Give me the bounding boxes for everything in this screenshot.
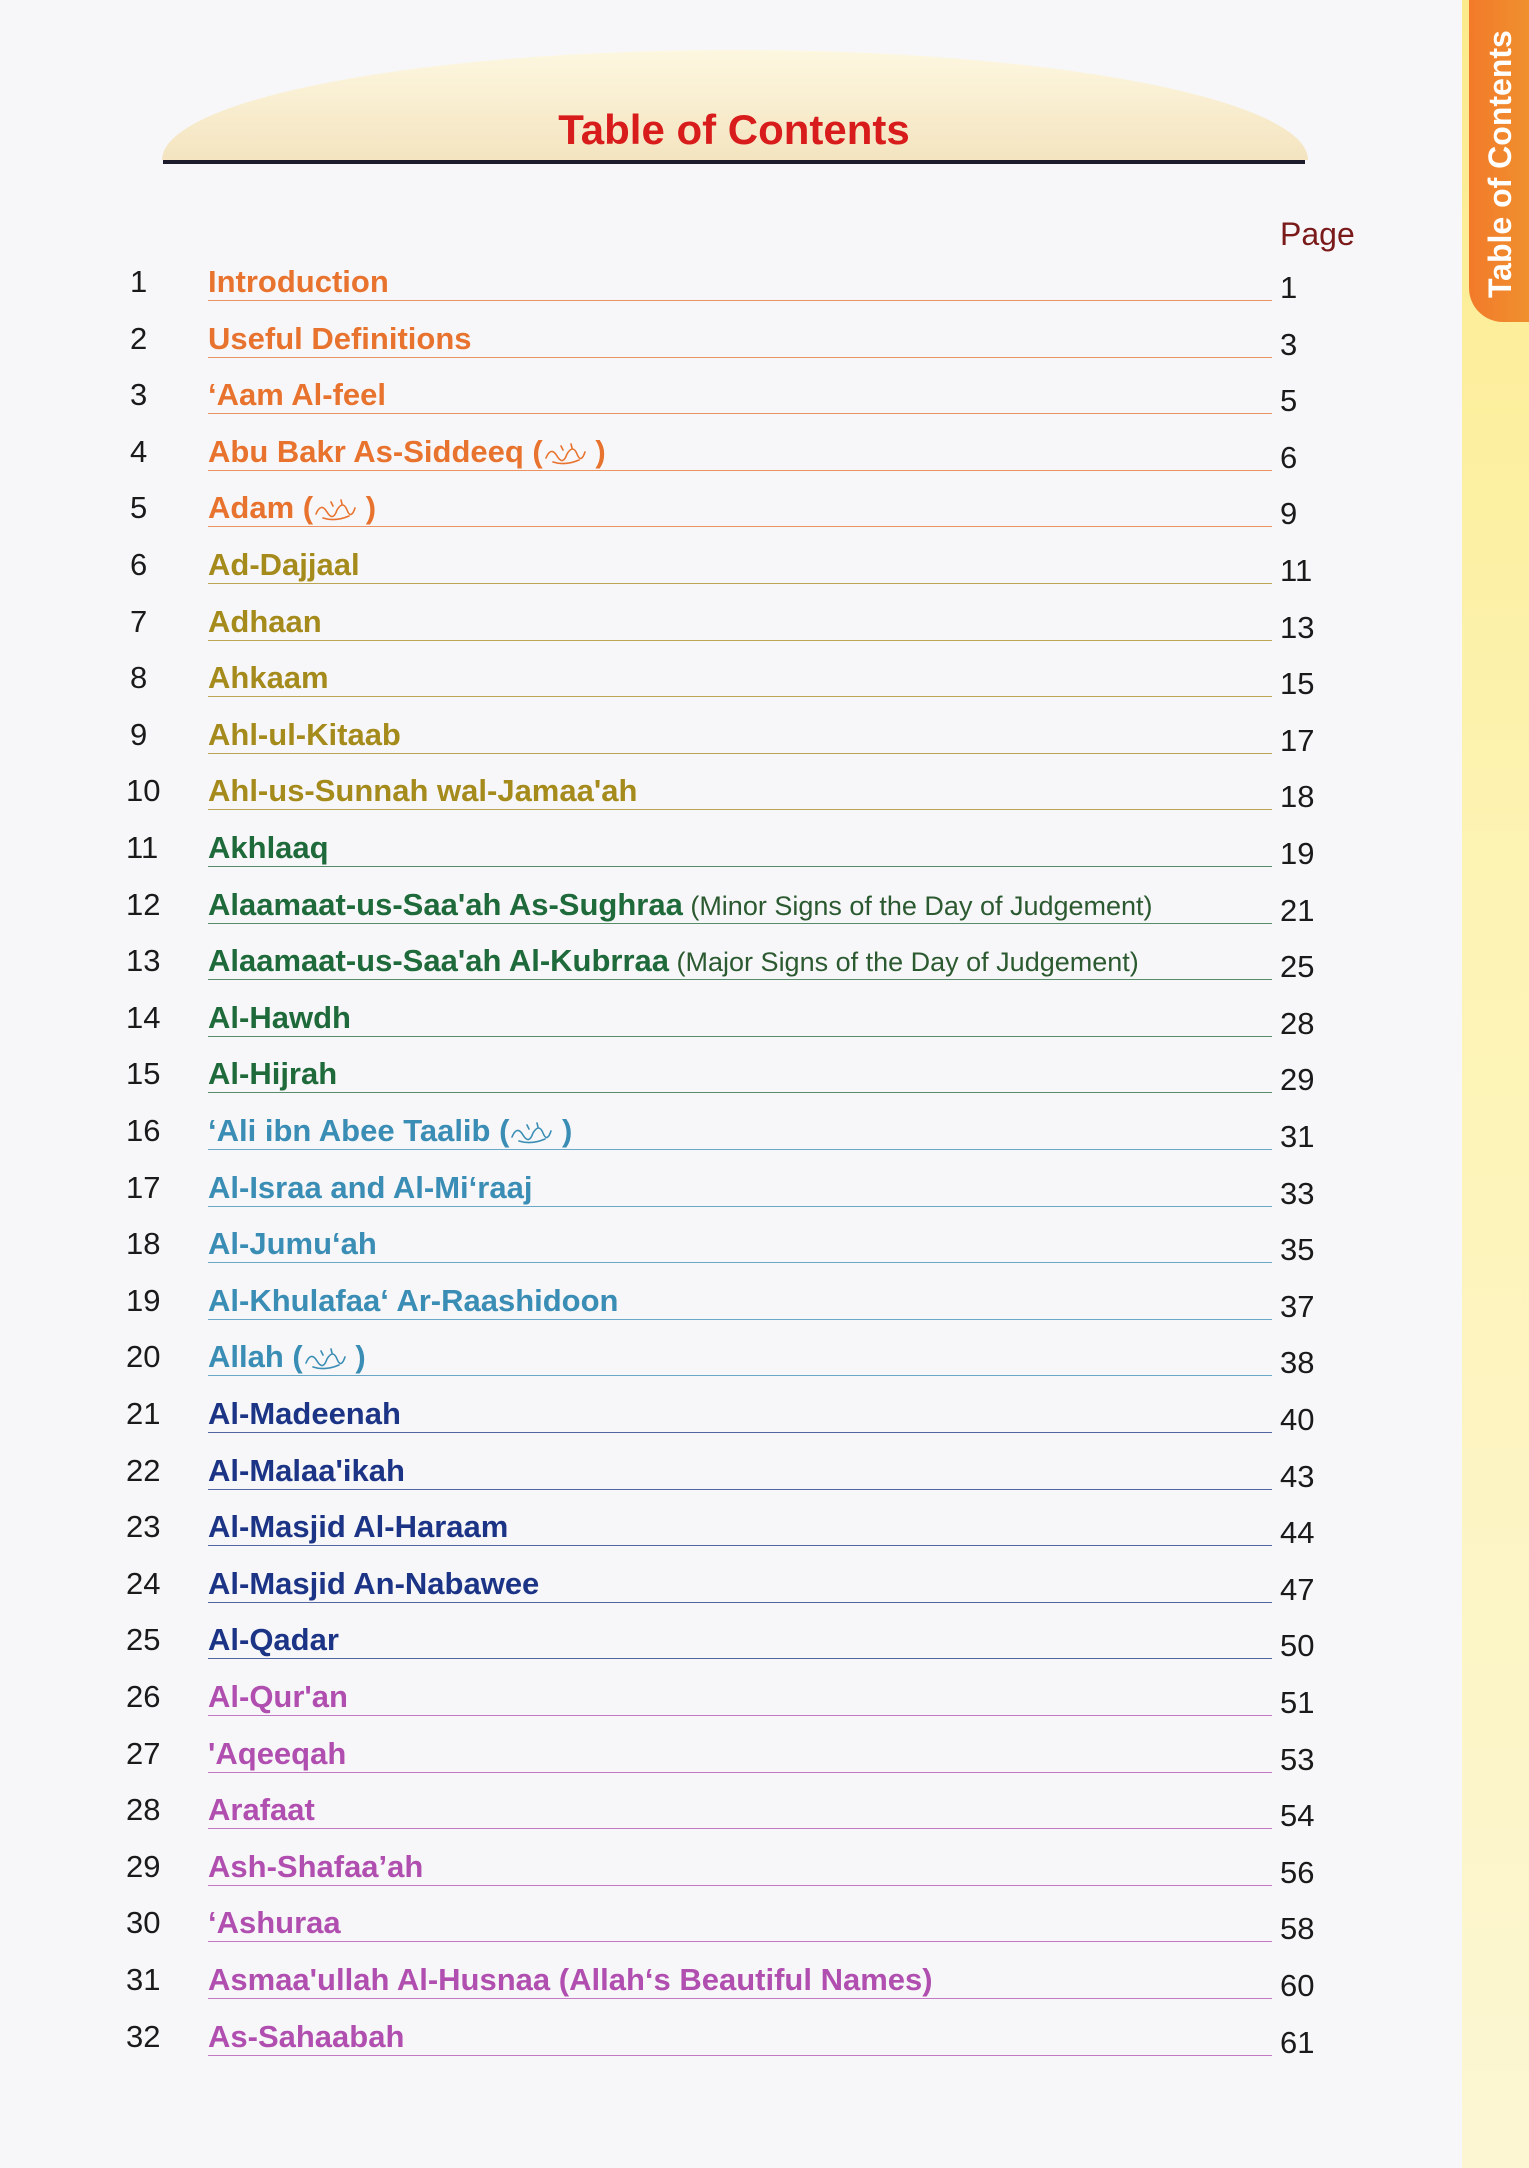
alayhis-salaam-icon [313,496,357,522]
entry-page-number: 53 [1280,1741,1315,1777]
entry-title-text: Allah ( [208,1339,303,1375]
dotted-leader [208,979,1272,980]
entry-page-number: 43 [1280,1458,1315,1494]
entry-page-number: 31 [1280,1119,1315,1154]
toc-entry[interactable] [0,1509,1400,1559]
entry-number: 9 [130,716,148,752]
dotted-leader [208,1319,1272,1320]
entry-number: 31 [126,1962,161,1997]
entry-title[interactable] [208,1509,522,1545]
entry-page-number: 29 [1280,1062,1315,1098]
entry-title[interactable] [208,377,400,413]
toc-entry[interactable] [0,490,1400,540]
entry-title[interactable] [208,1170,546,1206]
entry-title-text: Akhlaaq [208,830,329,865]
entry-title[interactable] [208,717,415,753]
entry-title-close: ) [553,1113,573,1148]
entry-page-number: 47 [1280,1571,1315,1607]
entry-number: 10 [126,773,161,809]
entry-page-number: 21 [1280,892,1315,928]
entry-page-number: 13 [1280,609,1315,645]
toc-entry[interactable] [0,1679,1400,1729]
entry-page-number: 61 [1280,2024,1315,2060]
dotted-leader [208,1092,1272,1093]
entry-title[interactable] [208,604,336,640]
entry-number: 17 [126,1169,161,1205]
entry-title[interactable] [208,1792,329,1828]
dotted-leader [208,696,1272,697]
entry-title-close: ) [346,1339,366,1375]
entry-title-text: Ahl-ul-Kitaab [208,716,401,752]
entry-title-text: Al-Khulafaa‘ Ar-Raashidoon [208,1282,619,1318]
entry-title[interactable] [208,887,1167,923]
entry-title-text: Useful Definitions [208,320,472,356]
entry-number: 6 [130,547,148,582]
entry-title[interactable] [208,1679,362,1715]
entry-title[interactable] [208,773,651,809]
entry-number: 21 [126,1396,161,1431]
entry-number: 19 [126,1282,161,1318]
dotted-leader [208,753,1272,754]
entry-page-number: 50 [1280,1628,1315,1664]
subhanahu-wa-taala-icon [303,1345,347,1371]
entry-title[interactable] [208,1000,365,1036]
toc-entry[interactable] [0,1566,1400,1616]
entry-title-text: As-Sahaabah [208,2018,405,2054]
toc-entry[interactable] [0,1396,1400,1446]
entry-title-text: ‘Ashuraa [208,1905,341,1941]
entry-title-text: ‘Ali ibn Abee Taalib ( [208,1113,510,1148]
dotted-leader [208,1715,1272,1716]
toc-entry[interactable] [0,1905,1400,1955]
dotted-leader [208,1262,1272,1263]
dotted-leader [208,1206,1272,1207]
dotted-leader [208,2055,1272,2056]
side-tab-label: Table of Contents [1482,30,1518,298]
dotted-leader [208,1602,1272,1603]
toc-entry[interactable] [0,547,1400,597]
entry-title[interactable] [208,547,374,583]
entry-number: 14 [126,999,161,1035]
entry-number: 1 [130,264,148,299]
entry-title[interactable] [208,2019,418,2055]
entry-title[interactable] [208,1453,419,1489]
entry-number: 4 [130,433,148,469]
entry-title-text: Al-Qur'an [208,1679,348,1714]
entry-page-number: 19 [1280,836,1315,871]
entry-subtitle: (Minor Signs of the Day of Judgement) [682,890,1153,921]
entry-number: 18 [126,1226,161,1262]
entry-page-number: 5 [1280,383,1298,419]
entry-page-number: 15 [1280,666,1315,702]
entry-title[interactable] [208,830,343,866]
toc-entry[interactable] [0,830,1400,880]
entry-title-text: Ad-Dajjaal [208,547,360,582]
toc-entry[interactable] [0,1056,1400,1106]
dotted-leader [208,1772,1272,1773]
radiyallahu-anhu-icon [543,440,587,466]
entry-page-number: 54 [1280,1798,1315,1834]
entry-page-number: 35 [1280,1232,1315,1268]
dotted-leader [208,1036,1272,1037]
entry-title[interactable] [208,1622,353,1658]
entry-page-number: 9 [1280,496,1298,532]
toc-entry[interactable] [0,1283,1400,1333]
dotted-leader [208,583,1272,584]
entry-title-close: ) [586,433,606,469]
entry-number: 24 [126,1565,161,1601]
entry-page-number: 60 [1280,1968,1315,2003]
entry-number: 23 [126,1509,161,1545]
entry-title[interactable] [208,660,343,696]
toc-entry[interactable] [0,887,1400,937]
toc-entry[interactable] [0,2019,1400,2069]
dotted-leader [208,866,1272,867]
dotted-leader [208,1941,1272,1942]
toc-entry[interactable] [0,264,1400,314]
entry-number: 16 [126,1113,161,1148]
entry-title-text: Asmaa'ullah Al-Husnaa (Allah‘s Beautiful Names) [208,1962,933,1997]
toc-entry[interactable] [0,1453,1400,1503]
toc-entry[interactable] [0,434,1400,484]
toc-entry[interactable] [0,1962,1400,2012]
title-underline [163,160,1305,164]
entry-title[interactable] [208,1226,391,1262]
toc-entry[interactable] [0,1339,1400,1389]
toc-entry[interactable] [0,1849,1400,1899]
dotted-leader [208,923,1272,924]
toc-entry[interactable] [0,660,1400,710]
entry-title-text: Arafaat [208,1792,315,1828]
entry-page-number: 33 [1280,1175,1315,1211]
entry-title-text: 'Aqeeqah [208,1735,347,1771]
entry-page-number: 40 [1280,1402,1315,1437]
entry-title-text: Adhaan [208,603,322,639]
entry-title-text: Al-Malaa'ikah [208,1452,405,1488]
entry-number: 30 [126,1905,161,1941]
dotted-leader [208,1489,1272,1490]
entry-title-text: Ash-Shafaa’ah [208,1848,424,1884]
entry-title[interactable] [208,1736,360,1772]
entry-number: 2 [130,320,148,356]
dotted-leader [208,1885,1272,1886]
entry-number: 26 [126,1679,161,1714]
entry-page-number: 6 [1280,439,1298,475]
entry-title[interactable] [208,1113,586,1149]
dotted-leader [208,413,1272,414]
entry-page-number: 28 [1280,1005,1315,1041]
entry-title-text: Alaamaat-us-Saa'ah As-Sughraa [208,886,683,922]
entry-number: 7 [130,603,148,639]
dotted-leader [208,640,1272,641]
entry-number: 20 [126,1339,161,1375]
entry-number: 25 [126,1622,161,1658]
entry-number: 13 [126,943,161,979]
dotted-leader [208,300,1272,301]
entry-number: 8 [130,660,148,696]
entry-page-number: 37 [1280,1288,1315,1324]
entry-page-number: 18 [1280,779,1315,815]
entry-number: 32 [126,2018,161,2054]
side-color-strip [1462,0,1529,2168]
entry-title-close: ) [357,490,377,526]
dotted-leader [208,357,1272,358]
entry-number: 15 [126,1056,161,1092]
toc-entry[interactable] [0,604,1400,654]
toc-entry[interactable] [0,1622,1400,1672]
radiyallahu-anhu-icon [509,1119,553,1145]
entry-title-text: Al-Hijrah [208,1056,338,1092]
entry-page-number: 58 [1280,1911,1315,1947]
toc-entry[interactable] [0,1113,1400,1163]
toc-entry[interactable] [0,377,1400,427]
page-title: Table of Contents [558,106,910,153]
entry-number: 28 [126,1792,161,1828]
entry-title[interactable] [208,1849,437,1885]
page-column-header: Page [1280,216,1355,252]
dotted-leader [208,526,1272,527]
entry-number: 27 [126,1735,161,1771]
entry-title-text: Al-Israa and Al-Mi‘raaj [208,1169,533,1205]
dotted-leader [208,1149,1272,1150]
entry-title[interactable] [208,264,403,300]
toc-entry[interactable] [0,1736,1400,1786]
entry-title-text: Abu Bakr As-Siddeeq ( [208,433,543,469]
entry-title-text: Al-Qadar [208,1622,339,1658]
entry-number: 22 [126,1452,161,1488]
entry-title-text: Al-Masjid An-Nabawee [208,1565,540,1601]
entry-number: 5 [130,490,148,526]
entry-page-number: 17 [1280,722,1315,758]
toc-entry[interactable] [0,717,1400,767]
entry-page-number: 38 [1280,1345,1315,1381]
entry-title-text: Introduction [208,264,389,299]
toc-entry[interactable] [0,1000,1400,1050]
dotted-leader [208,1432,1272,1433]
entry-page-number: 3 [1280,326,1298,362]
entry-title-text: Alaamaat-us-Saa'ah Al-Kubrraa [208,943,670,979]
entry-page-number: 1 [1280,270,1298,305]
dotted-leader [208,1658,1272,1659]
entry-title-text: Al-Madeenah [208,1396,401,1431]
entry-title[interactable] [208,490,390,526]
entry-title[interactable] [208,943,1153,979]
dotted-leader [208,1828,1272,1829]
entry-title[interactable] [208,1283,633,1319]
entry-title-text: ‘Aam Al-feel [208,377,387,413]
entry-title[interactable] [208,1056,351,1092]
entry-title-text: Adam ( [208,490,314,526]
entry-title-text: Ahkaam [208,660,329,696]
dotted-leader [208,1545,1272,1546]
dotted-leader [208,809,1272,810]
entry-title[interactable] [208,1396,415,1432]
entry-number: 11 [126,830,159,865]
entry-page-number: 56 [1280,1854,1315,1890]
entry-number: 3 [130,377,148,413]
toc-entry[interactable] [0,773,1400,823]
entry-title[interactable] [208,321,486,357]
entry-title[interactable] [208,1905,355,1941]
entry-title[interactable] [208,434,620,470]
dotted-leader [208,470,1272,471]
entry-page-number: 44 [1280,1515,1315,1551]
dotted-leader [208,1998,1272,1999]
entry-subtitle: (Major Signs of the Day of Judgement) [669,947,1139,978]
entry-title[interactable] [208,1566,553,1602]
toc-entry[interactable] [0,1792,1400,1842]
entry-number: 12 [126,886,161,922]
toc-entry[interactable] [0,321,1400,371]
entry-page-number: 11 [1280,553,1313,588]
entry-title[interactable] [208,1339,380,1375]
toc-entry[interactable] [0,1226,1400,1276]
entry-page-number: 51 [1280,1685,1315,1720]
entry-page-number: 25 [1280,949,1315,985]
entry-title-text: Ahl-us-Sunnah wal-Jamaa'ah [208,773,638,809]
toc-entry[interactable] [0,943,1400,993]
entry-title-text: Al-Masjid Al-Haraam [208,1509,509,1545]
entry-title[interactable] [208,1962,947,1998]
entry-title-text: Al-Jumu‘ah [208,1226,377,1262]
entry-title-text: Al-Hawdh [208,999,351,1035]
toc-entry[interactable] [0,1170,1400,1220]
dotted-leader [208,1375,1272,1376]
entry-number: 29 [126,1848,161,1884]
